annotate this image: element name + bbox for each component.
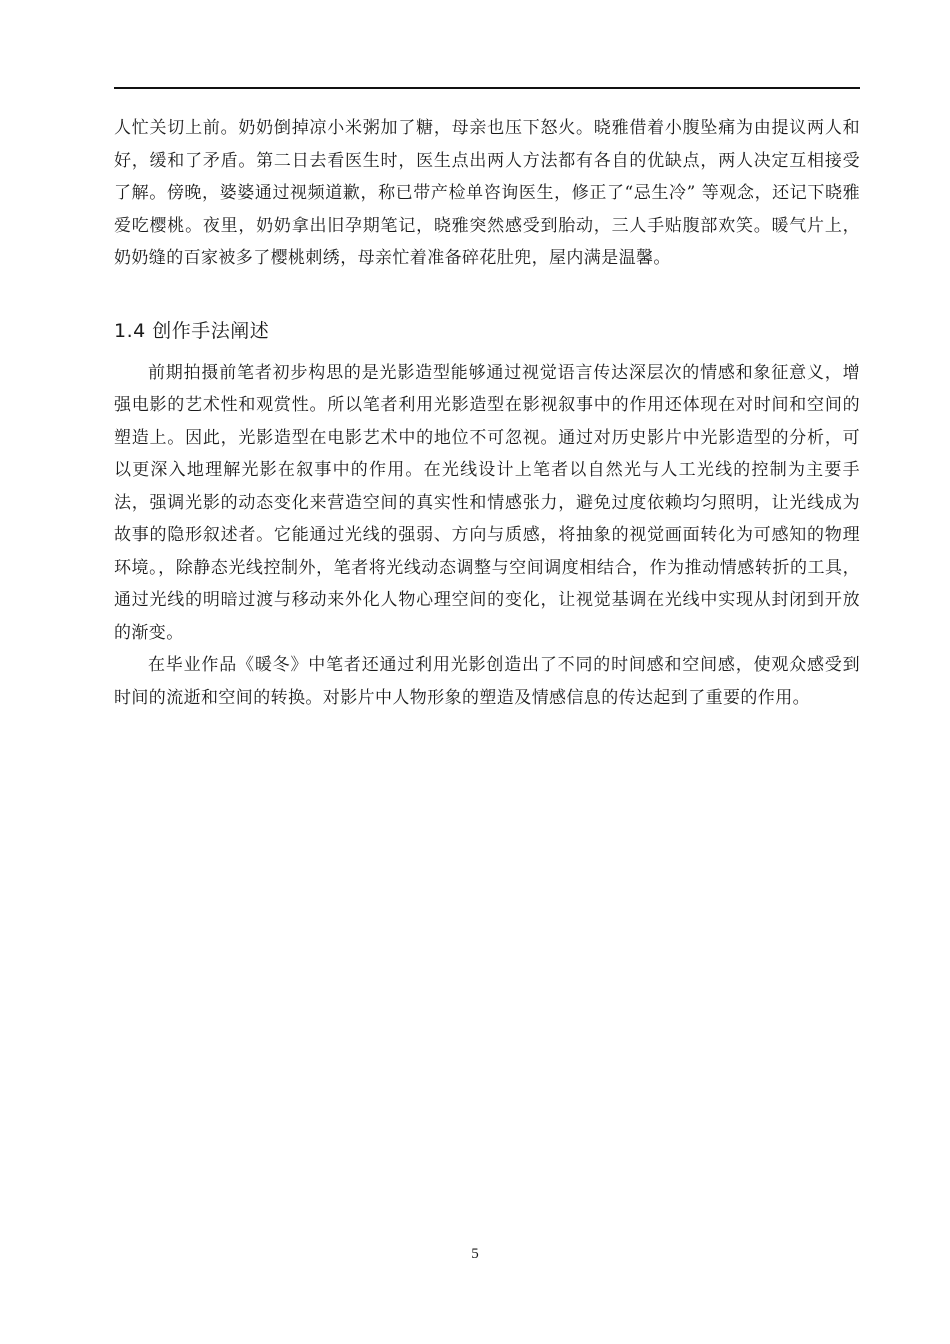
section-paragraph-2: 在毕业作品《暖冬》中笔者还通过利用光影创造出了不同的时间感和空间感，使观众感受到时间的流逝和空间的转换。对影片中人物形象的塑造及情感信息的传达起到了重要的作用。 bbox=[114, 655, 860, 708]
header-rule bbox=[114, 87, 860, 89]
continuation-paragraph: 人忙关切上前。奶奶倒掉凉小米粥加了糖，母亲也压下怒火。晓雅借着小腹坠痛为由提议两人和好，缓和了矛盾。第二日去看医生时，医生点出两人方法都有各自的优缺点，两人决定互相接受了解。傍晚，婆婆通过视频道歉，称已带产检单咨询医生，修正了“忌生冷” 等观念，还记下晓雅爱吃樱桃。夜里，奶奶拿出旧孕期笔记，晓雅突然感受到胎动，三人手贴腹部欢笑。暖气片上，奶奶缝的百家被多了樱桃刺绣，母亲忙着准备碎花肚兜，屋内满是温馨。 bbox=[114, 118, 860, 268]
page-number: 5 bbox=[471, 1246, 479, 1262]
page-body bbox=[114, 112, 860, 714]
section-paragraph-1: 前期拍摄前笔者初步构思的是光影造型能够通过视觉语言传达深层次的情感和象征意义，增强电影的艺术性和观赏性。所以笔者利用光影造型在影视叙事中的作用还体现在对时间和空间的塑造上。因此，光影造型在电影艺术中的地位不可忽视。通过对历史影片中光影造型的分析，可以更深入地理解光影在叙事中的作用。在光线设计上笔者以自然光与人工光线的控制为主要手法，强调光影的动态变化来营造空间的真实性和情感张力，避免过度依赖均匀照明，让光线成为故事的隐形叙述者。它能通过光线的强弱、方向与质感，将抽象的视觉画面转化为可感知的物理环境。，除静态光线控制外，笔者将光线动态调整与空间调度相结合，作为推动情感转折的工具，通过光线的明暗过渡与移动来外化人物心理空间的变化，让视觉基调在光线中实现从封闭到开放的渐变。 bbox=[114, 362, 860, 643]
section-heading: 1.4 创作手法阐述 bbox=[114, 319, 270, 342]
